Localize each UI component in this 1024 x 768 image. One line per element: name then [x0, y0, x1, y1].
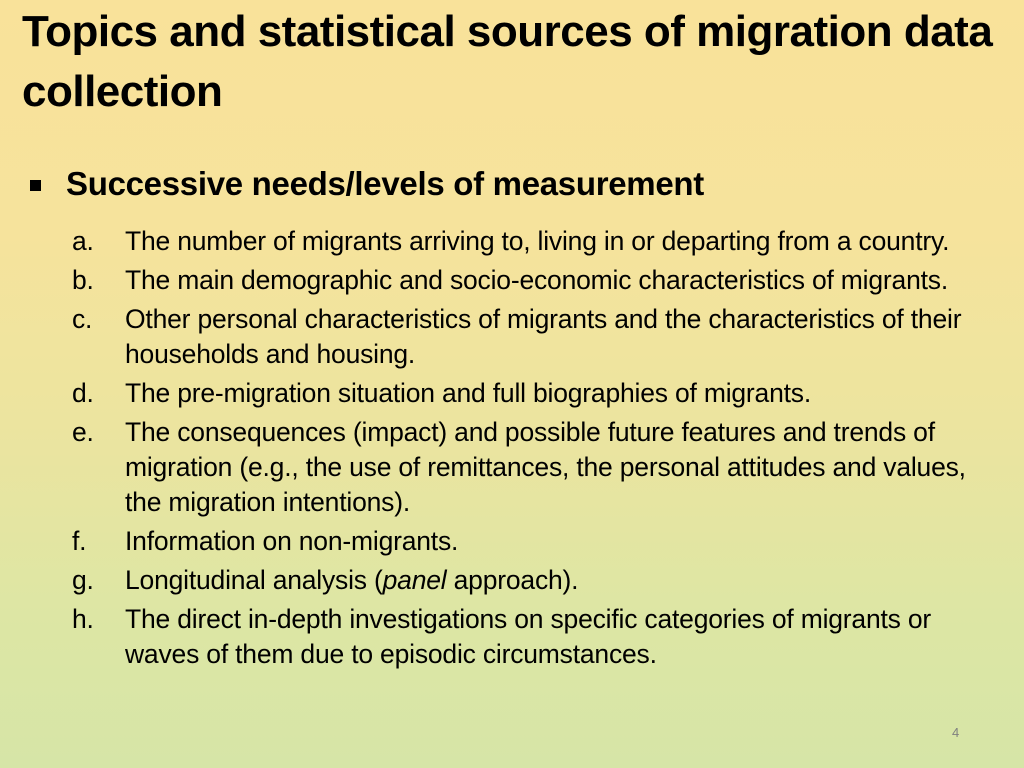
- slide-title: Topics and statistical sources of migration data collection: [22, 7, 993, 116]
- list-item: [72, 302, 1002, 372]
- bullet-heading-row: [30, 162, 704, 206]
- list-item-text: The main demographic and socio-economic characteristics of migrants.: [125, 265, 948, 295]
- list-marker: a.: [72, 226, 94, 256]
- list-marker: c.: [72, 304, 93, 334]
- list-item-text: The consequences (impact) and possible future features and trends of migration (e.g., the use of remittances, the personal attitudes and values, the migration intentions).: [125, 417, 966, 517]
- list-marker: f.: [72, 526, 87, 556]
- list-item: [72, 263, 1002, 298]
- list-item: [72, 524, 1002, 559]
- list-item-text: The pre-migration situation and full biographies of migrants.: [125, 378, 812, 408]
- page-number: 4: [952, 725, 960, 740]
- list-marker: h.: [72, 604, 94, 634]
- list-item-text: The number of migrants arriving to, living in or departing from a country.: [125, 226, 950, 256]
- list-item-text: [125, 563, 1002, 598]
- list-item-text-after: approach).: [446, 565, 579, 595]
- list-item-text: The direct in-depth investigations on specific categories of migrants or waves of them due to episodic circumstances.: [125, 604, 932, 669]
- list-item-text: Other personal characteristics of migrants and the characteristics of their households and housing.: [125, 304, 962, 369]
- list-item: [72, 376, 1002, 411]
- list-item: [72, 224, 1002, 259]
- list-item: [72, 563, 1002, 598]
- list-item-text: Information on non-migrants.: [125, 526, 459, 556]
- list-item-text-italic: panel: [382, 565, 447, 595]
- list-item: [72, 602, 1002, 672]
- list-marker: g.: [72, 565, 94, 595]
- square-bullet-icon: [30, 180, 41, 191]
- list-marker: b.: [72, 265, 94, 295]
- list-marker: d.: [72, 378, 94, 408]
- measurement-list: [72, 224, 1002, 676]
- list-item-text-before: Longitudinal analysis (: [125, 565, 383, 595]
- bullet-heading: Successive needs/levels of measurement: [66, 165, 704, 202]
- list-marker: e.: [72, 417, 94, 447]
- list-item: [72, 415, 1002, 520]
